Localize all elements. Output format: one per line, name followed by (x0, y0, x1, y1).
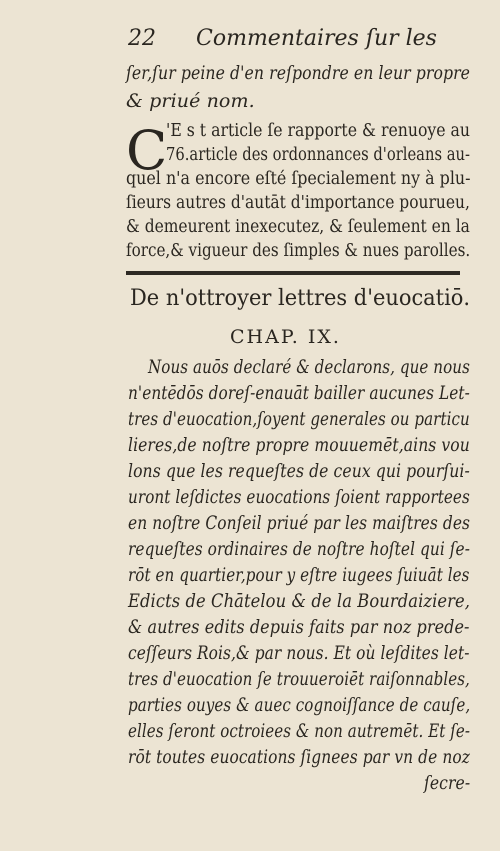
body-line: requeſtes ordinaires de noſtre hoſtel qui ſe- (128, 538, 470, 560)
body-line: Nous auōs declaré & declarons, que nous (148, 356, 470, 378)
body-line: rōt toutes euocations ſignees par vn de noz (128, 746, 470, 768)
running-head: Commentaires ſur les (196, 26, 437, 51)
commentary-line: & demeurent inexecutez, & ſeulement en la (126, 217, 470, 237)
body-line: en noſtre Conſeil priué par les maiſtres des (128, 512, 471, 534)
body-line: uront leſdictes euocations ſoient rapportees (128, 486, 470, 508)
commentary-line: quel n'a encore eſté ſpecialement ny à plu- (126, 169, 471, 189)
body-line: Edicts de Chātelou & de la Bourdaiziere, (128, 590, 471, 612)
body-line: tres d'euocation ſe trouueroiēt raiſonnables, (128, 668, 470, 690)
body-line: parties ouyes & auec cognoiſſance de cauſe, (128, 694, 471, 716)
commentary-line: 76.article des ordonnances d'orleans au- (166, 145, 470, 165)
commentary-line: 'E s t article ſe rapporte & renuoye au (166, 121, 471, 141)
commentary-line: ſieurs autres d'autāt d'importance pourueu, (126, 193, 470, 213)
chapter-title: De n'ottroyer lettres d'euocatiō. (130, 286, 471, 311)
page-number: 22 (128, 26, 156, 51)
text-line: ſer,ſur peine d'en reſpondre en leur propre (126, 62, 471, 84)
body-line: lons que les requeſtes de ceux qui pourſui- (128, 460, 470, 482)
body-line: & autres edits depuis faits par noz prede- (128, 616, 470, 638)
section-rule (126, 271, 460, 275)
commentary-line: force,& vigueur des ſimples & nues parolles. (126, 241, 471, 261)
body-line: tres d'euocation,ſoyent generales ou particu (128, 408, 470, 430)
body-line: n'entēdōs doreſ-enauāt bailler aucunes Let- (128, 382, 470, 404)
catchword: ſecre- (424, 772, 471, 794)
text-line: & priué nom. (126, 90, 255, 112)
body-line: lieres,de noſtre propre mouuemēt,ains vou (128, 434, 470, 456)
drop-cap: C (126, 119, 168, 182)
body-line: elles ſeront octroiees & non autremēt. Et ſe- (128, 720, 471, 742)
body-line: rōt en quartier,pour y eſtre iugees ſuiuāt les (128, 564, 470, 586)
chapter-label: CHAP. IX. (230, 326, 341, 348)
body-line: ceſſeurs Rois,& par nous. Et où leſdites let- (128, 642, 470, 664)
